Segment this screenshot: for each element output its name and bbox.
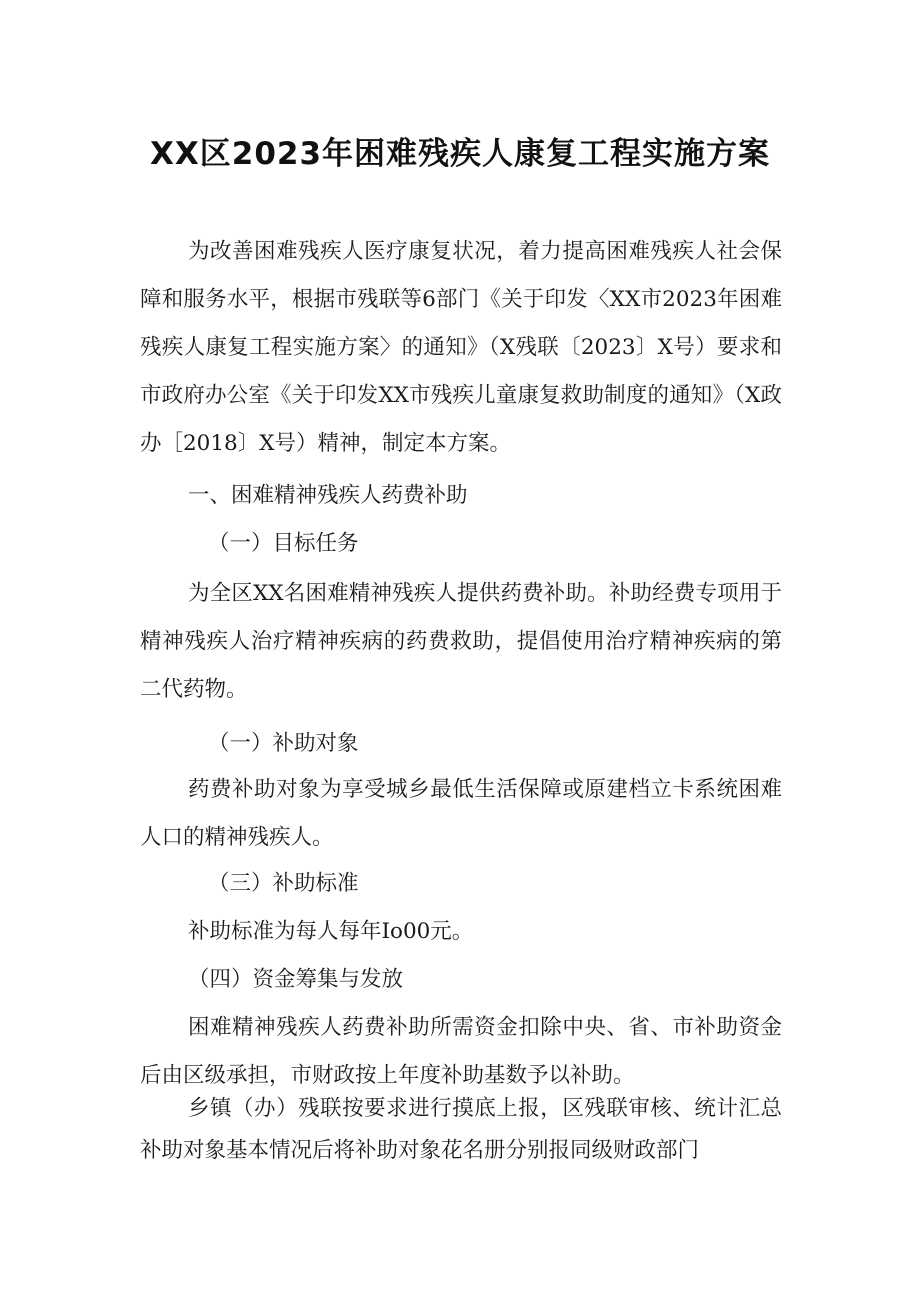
document-title: XX区2023年困难残疾人康复工程实施方案 bbox=[149, 136, 771, 172]
standard-paragraph: 补助标准为每人每年Io00元。 bbox=[188, 919, 474, 944]
subsection-heading-targets: （一）补助对象 bbox=[208, 731, 359, 756]
subsection-heading-standard: （三）补助标准 bbox=[208, 871, 359, 896]
reporting-paragraph: 乡镇（办）残联按要求进行摸底上报，区残联审核、统计汇总补助对象基本情况后将补助对象花名册分别报同级财政部门 bbox=[140, 1096, 782, 1163]
targets-paragraph: 药费补助对象为享受城乡最低生活保障或原建档立卡系统困难人口的精神残疾人。 bbox=[140, 777, 782, 850]
intro-paragraph: 为改善困难残疾人医疗康复状况，着力提高困难残疾人社会保障和服务水平，根据市残联等6部门《关于印发〈XX市2023年困难残疾人康复工程实施方案〉的通知》（X残联〔2023〕X号）要求和市政府办公室《关于印发XX市残疾儿童康复救助制度的通知》（X政办［2018〕X号）精神，制定本方案。 bbox=[140, 239, 782, 456]
subsection-heading-goals: （一）目标任务 bbox=[208, 531, 359, 556]
section-heading-1: 一、困难精神残疾人药费补助 bbox=[188, 483, 468, 508]
subsection-heading-funding: （四）资金筹集与发放 bbox=[188, 967, 404, 992]
goals-paragraph: 为全区XX名困难精神残疾人提供药费补助。补助经费专项用于精神残疾人治疗精神疾病的药费救助，提倡使用治疗精神疾病的第二代药物。 bbox=[140, 581, 782, 702]
funding-paragraph: 困难精神残疾人药费补助所需资金扣除中央、省、市补助资金后由区级承担，市财政按上年度补助基数予以补助。 bbox=[140, 1015, 782, 1088]
